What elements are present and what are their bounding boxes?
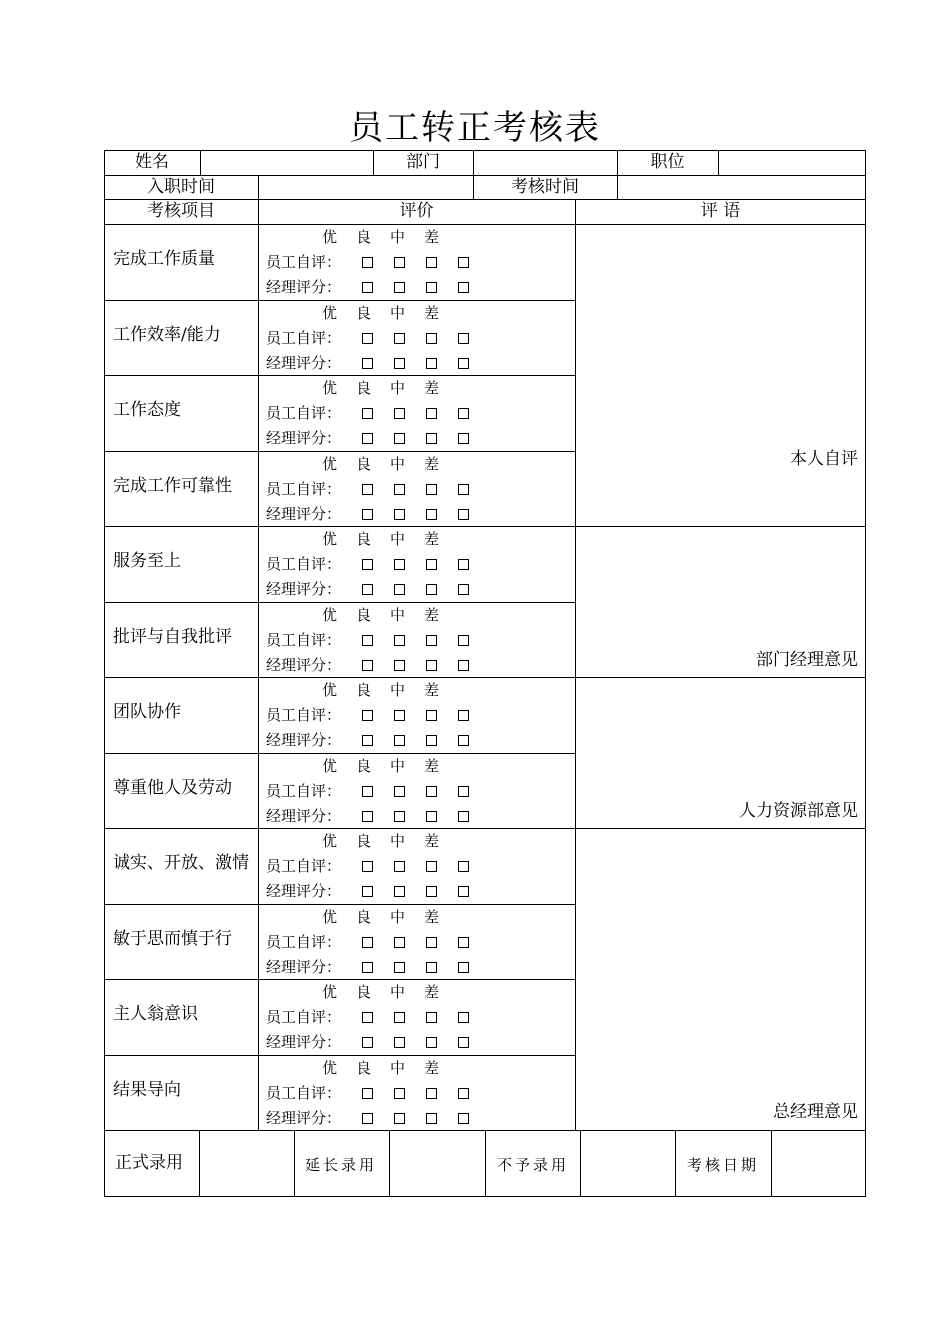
self-rating-checkbox[interactable]	[426, 861, 437, 872]
manager-rating-checkbox[interactable]	[362, 358, 373, 369]
manager-rating-checkbox[interactable]	[426, 811, 437, 822]
comment-divider	[575, 677, 866, 678]
grade-label: 差	[424, 908, 440, 926]
grade-header	[322, 983, 458, 1001]
manager-rating-label: 经理评分：	[266, 1033, 342, 1051]
self-rating-checkbox[interactable]	[362, 408, 373, 419]
self-rating-checkbox[interactable]	[362, 710, 373, 721]
manager-rating-checkbox[interactable]	[458, 1113, 469, 1124]
grade-label: 良	[356, 681, 372, 699]
name-label: 姓名	[135, 152, 169, 172]
self-rating-checkbox[interactable]	[394, 786, 405, 797]
grade-header	[322, 228, 458, 246]
grade-label: 差	[424, 606, 440, 624]
join-date-label: 入职时间	[147, 177, 215, 197]
self-rating-checkbox[interactable]	[362, 1088, 373, 1099]
grade-label: 中	[390, 681, 406, 699]
self-rating-checkbox[interactable]	[426, 257, 437, 268]
grade-label: 优	[322, 530, 338, 548]
manager-rating-label: 经理评分：	[266, 958, 342, 976]
grade-label: 差	[424, 530, 440, 548]
manager-rating-checkbox[interactable]	[458, 660, 469, 671]
manager-rating-checkbox[interactable]	[458, 584, 469, 595]
grade-label: 差	[424, 1059, 440, 1077]
self-rating-checkbox[interactable]	[458, 408, 469, 419]
self-rating-checkbox[interactable]	[362, 484, 373, 495]
manager-rating-checkbox[interactable]	[458, 962, 469, 973]
grade-label: 差	[424, 757, 440, 775]
self-rating-checkbox[interactable]	[426, 786, 437, 797]
self-rating-checkbox[interactable]	[362, 937, 373, 948]
gm-comment-label: 总经理意见	[773, 1102, 858, 1122]
manager-rating-checkbox[interactable]	[394, 509, 405, 520]
grade-label: 良	[356, 832, 372, 850]
grade-label: 良	[356, 379, 372, 397]
self-rating-checkbox[interactable]	[426, 333, 437, 344]
manager-rating-checkbox[interactable]	[394, 358, 405, 369]
grade-label: 中	[390, 379, 406, 397]
manager-rating-checkbox[interactable]	[458, 811, 469, 822]
manager-rating-checkbox[interactable]	[394, 282, 405, 293]
grade-label: 良	[356, 304, 372, 322]
eval-date-label: 考核日期	[687, 1156, 760, 1174]
self-rating-row	[266, 555, 490, 573]
grade-label: 中	[390, 228, 406, 246]
self-rating-label: 员工自评：	[266, 253, 342, 271]
manager-rating-checkbox[interactable]	[394, 735, 405, 746]
manager-rating-checkbox[interactable]	[362, 1037, 373, 1048]
grade-label: 良	[356, 228, 372, 246]
grade-label: 优	[322, 455, 338, 473]
manager-rating-checkbox[interactable]	[426, 962, 437, 973]
manager-rating-row	[266, 505, 490, 523]
self-rating-row	[266, 631, 490, 649]
manager-rating-checkbox[interactable]	[394, 886, 405, 897]
manager-rating-checkbox[interactable]	[394, 1037, 405, 1048]
grade-label: 差	[424, 832, 440, 850]
grade-header	[322, 757, 458, 775]
manager-rating-checkbox[interactable]	[394, 811, 405, 822]
comment-divider	[575, 828, 866, 829]
form-title: 员工转正考核表	[349, 108, 601, 148]
grade-label: 中	[390, 757, 406, 775]
rating-column-header: 评价	[399, 201, 434, 221]
manager-rating-checkbox[interactable]	[362, 282, 373, 293]
grade-header	[322, 832, 458, 850]
grade-label: 优	[322, 606, 338, 624]
manager-rating-checkbox[interactable]	[362, 660, 373, 671]
extend-hire-label: 延长录用	[305, 1156, 378, 1174]
col-divider	[675, 1130, 676, 1197]
manager-rating-row	[266, 278, 490, 296]
grade-label: 中	[390, 606, 406, 624]
self-rating-label: 员工自评：	[266, 1008, 342, 1026]
name-field[interactable]	[201, 152, 373, 174]
self-rating-checkbox[interactable]	[394, 408, 405, 419]
self-rating-checkbox[interactable]	[362, 257, 373, 268]
manager-rating-label: 经理评分：	[266, 505, 342, 523]
manager-rating-label: 经理评分：	[266, 580, 342, 598]
row-divider	[104, 451, 575, 452]
grade-label: 差	[424, 681, 440, 699]
manager-rating-checkbox[interactable]	[362, 811, 373, 822]
manager-rating-checkbox[interactable]	[458, 1037, 469, 1048]
grade-label: 差	[424, 455, 440, 473]
self-rating-label: 员工自评：	[266, 782, 342, 800]
self-rating-row	[266, 706, 490, 724]
manager-rating-checkbox[interactable]	[362, 509, 373, 520]
grade-label: 良	[356, 1059, 372, 1077]
manager-rating-checkbox[interactable]	[458, 433, 469, 444]
evaluation-item-label: 诚实、开放、激情	[113, 853, 249, 873]
formal-hire-label: 正式录用	[115, 1153, 183, 1173]
grade-label: 优	[322, 832, 338, 850]
grade-label: 中	[390, 832, 406, 850]
grade-label: 中	[390, 304, 406, 322]
manager-rating-checkbox[interactable]	[458, 735, 469, 746]
col-divider	[575, 199, 576, 1130]
manager-rating-checkbox[interactable]	[362, 1113, 373, 1124]
dept-field[interactable]	[474, 152, 617, 174]
self-rating-checkbox[interactable]	[362, 333, 373, 344]
manager-rating-checkbox[interactable]	[426, 1113, 437, 1124]
self-rating-checkbox[interactable]	[458, 559, 469, 570]
self-rating-label: 员工自评：	[266, 1084, 342, 1102]
self-rating-checkbox[interactable]	[458, 710, 469, 721]
manager-rating-row	[266, 656, 490, 674]
manager-rating-checkbox[interactable]	[394, 1113, 405, 1124]
self-rating-checkbox[interactable]	[394, 257, 405, 268]
self-rating-label: 员工自评：	[266, 480, 342, 498]
manager-rating-checkbox[interactable]	[426, 660, 437, 671]
grade-label: 良	[356, 606, 372, 624]
grade-header	[322, 606, 458, 624]
self-rating-row	[266, 782, 490, 800]
self-rating-checkbox[interactable]	[362, 1012, 373, 1023]
manager-rating-checkbox[interactable]	[362, 962, 373, 973]
self-rating-label: 员工自评：	[266, 857, 342, 875]
grade-label: 差	[424, 379, 440, 397]
row-divider	[104, 602, 575, 603]
self-rating-checkbox[interactable]	[394, 937, 405, 948]
grade-header	[322, 908, 458, 926]
self-rating-checkbox[interactable]	[394, 861, 405, 872]
manager-rating-checkbox[interactable]	[426, 1037, 437, 1048]
self-rating-checkbox[interactable]	[458, 257, 469, 268]
grade-label: 良	[356, 455, 372, 473]
self-rating-row	[266, 1008, 490, 1026]
position-field[interactable]	[719, 152, 865, 174]
row-divider	[104, 828, 575, 829]
grade-label: 优	[322, 757, 338, 775]
dept-manager-comment-label: 部门经理意见	[756, 650, 858, 670]
manager-rating-label: 经理评分：	[266, 354, 342, 372]
manager-rating-row	[266, 580, 490, 598]
self-rating-row	[266, 933, 490, 951]
self-rating-label: 员工自评：	[266, 933, 342, 951]
comment-divider	[575, 526, 866, 527]
manager-rating-row	[266, 882, 490, 900]
grade-label: 优	[322, 379, 338, 397]
eval-time-label: 考核时间	[511, 177, 579, 197]
manager-rating-checkbox[interactable]	[394, 660, 405, 671]
manager-rating-row	[266, 354, 490, 372]
row-divider	[104, 224, 866, 225]
self-rating-checkbox[interactable]	[362, 559, 373, 570]
manager-rating-checkbox[interactable]	[426, 282, 437, 293]
evaluation-item-label: 批评与自我批评	[113, 627, 232, 647]
evaluation-item-label: 尊重他人及劳动	[113, 778, 232, 798]
grade-header	[322, 681, 458, 699]
self-rating-label: 员工自评：	[266, 555, 342, 573]
self-rating-checkbox[interactable]	[426, 635, 437, 646]
grade-label: 良	[356, 908, 372, 926]
row-divider	[104, 175, 866, 176]
self-rating-row	[266, 404, 490, 422]
self-rating-checkbox[interactable]	[394, 710, 405, 721]
self-rating-checkbox[interactable]	[362, 635, 373, 646]
evaluation-item-label: 工作效率/能力	[113, 325, 221, 345]
self-rating-checkbox[interactable]	[426, 484, 437, 495]
row-divider	[104, 526, 575, 527]
self-rating-checkbox[interactable]	[458, 786, 469, 797]
self-rating-checkbox[interactable]	[458, 333, 469, 344]
manager-rating-checkbox[interactable]	[394, 962, 405, 973]
self-rating-row	[266, 1084, 490, 1102]
manager-rating-checkbox[interactable]	[426, 886, 437, 897]
eval-date-field[interactable]	[772, 1131, 866, 1197]
manager-rating-checkbox[interactable]	[394, 433, 405, 444]
self-rating-checkbox[interactable]	[426, 937, 437, 948]
manager-rating-checkbox[interactable]	[458, 509, 469, 520]
self-rating-label: 员工自评：	[266, 329, 342, 347]
self-rating-checkbox[interactable]	[426, 408, 437, 419]
manager-rating-label: 经理评分：	[266, 731, 342, 749]
reject-hire-field[interactable]	[581, 1131, 675, 1197]
manager-rating-label: 经理评分：	[266, 656, 342, 674]
row-divider	[104, 199, 866, 200]
grade-label: 差	[424, 983, 440, 1001]
grade-header	[322, 304, 458, 322]
self-rating-checkbox[interactable]	[458, 861, 469, 872]
self-rating-checkbox[interactable]	[426, 1088, 437, 1099]
self-rating-label: 员工自评：	[266, 631, 342, 649]
hr-comment-label: 人力资源部意见	[739, 801, 858, 821]
row-divider	[104, 753, 575, 754]
join-date-field[interactable]	[259, 177, 473, 198]
grade-header	[322, 379, 458, 397]
evaluation-item-label: 敏于思而慎于行	[113, 929, 232, 949]
manager-rating-checkbox[interactable]	[362, 433, 373, 444]
evaluation-item-label: 服务至上	[113, 551, 181, 571]
manager-rating-checkbox[interactable]	[426, 433, 437, 444]
row-divider	[104, 375, 575, 376]
grade-label: 优	[322, 908, 338, 926]
evaluation-item-label: 完成工作可靠性	[113, 476, 232, 496]
self-rating-checkbox[interactable]	[426, 710, 437, 721]
self-rating-label: 员工自评：	[266, 706, 342, 724]
manager-rating-checkbox[interactable]	[426, 735, 437, 746]
dept-label: 部门	[406, 152, 440, 172]
evaluation-item-label: 团队协作	[113, 702, 181, 722]
manager-rating-row	[266, 1109, 490, 1127]
self-rating-checkbox[interactable]	[394, 1088, 405, 1099]
manager-rating-checkbox[interactable]	[426, 509, 437, 520]
reject-hire-label: 不予录用	[497, 1156, 570, 1174]
self-rating-checkbox[interactable]	[426, 559, 437, 570]
manager-rating-row	[266, 429, 490, 447]
manager-rating-label: 经理评分：	[266, 278, 342, 296]
manager-rating-label: 经理评分：	[266, 807, 342, 825]
grade-label: 优	[322, 681, 338, 699]
self-rating-checkbox[interactable]	[394, 635, 405, 646]
self-rating-checkbox[interactable]	[394, 333, 405, 344]
self-rating-label: 员工自评：	[266, 404, 342, 422]
grade-header	[322, 1059, 458, 1077]
self-rating-row	[266, 857, 490, 875]
col-divider	[258, 199, 259, 1130]
grade-label: 中	[390, 1059, 406, 1077]
manager-rating-checkbox[interactable]	[458, 886, 469, 897]
manager-rating-label: 经理评分：	[266, 882, 342, 900]
row-divider	[104, 904, 575, 905]
grade-label: 差	[424, 304, 440, 322]
manager-rating-checkbox[interactable]	[394, 584, 405, 595]
row-divider	[104, 1055, 575, 1056]
grade-label: 良	[356, 530, 372, 548]
self-rating-checkbox[interactable]	[458, 484, 469, 495]
self-rating-checkbox[interactable]	[458, 937, 469, 948]
self-rating-checkbox[interactable]	[458, 1012, 469, 1023]
manager-rating-checkbox[interactable]	[362, 584, 373, 595]
grade-label: 优	[322, 1059, 338, 1077]
manager-rating-checkbox[interactable]	[458, 282, 469, 293]
eval-time-field[interactable]	[618, 177, 865, 198]
grade-label: 差	[424, 228, 440, 246]
row-divider	[104, 677, 575, 678]
col-divider	[485, 1130, 486, 1197]
grade-label: 优	[322, 228, 338, 246]
manager-rating-checkbox[interactable]	[458, 358, 469, 369]
row-divider	[104, 979, 575, 980]
grade-label: 中	[390, 530, 406, 548]
self-rating-row	[266, 329, 490, 347]
grade-label: 中	[390, 455, 406, 473]
evaluation-item-label: 结果导向	[113, 1080, 181, 1100]
grade-label: 优	[322, 304, 338, 322]
col-divider	[294, 1130, 295, 1197]
manager-rating-label: 经理评分：	[266, 1109, 342, 1127]
manager-rating-row	[266, 1033, 490, 1051]
row-divider	[104, 300, 575, 301]
self-rating-checkbox[interactable]	[394, 1012, 405, 1023]
self-rating-checkbox[interactable]	[362, 786, 373, 797]
evaluation-item-label: 主人翁意识	[113, 1004, 198, 1024]
formal-hire-field[interactable]	[200, 1131, 294, 1197]
grade-label: 良	[356, 757, 372, 775]
evaluation-item-label: 工作态度	[113, 400, 181, 420]
grade-header	[322, 530, 458, 548]
manager-rating-checkbox[interactable]	[362, 735, 373, 746]
position-label: 职位	[650, 152, 685, 172]
self-rating-checkbox[interactable]	[426, 1012, 437, 1023]
extend-hire-field[interactable]	[390, 1131, 485, 1197]
comment-column-header: 评 语	[700, 201, 741, 221]
grade-label: 良	[356, 983, 372, 1001]
grade-header	[322, 455, 458, 473]
self-rating-checkbox[interactable]	[458, 635, 469, 646]
manager-rating-row	[266, 731, 490, 749]
grade-label: 中	[390, 983, 406, 1001]
manager-rating-checkbox[interactable]	[362, 886, 373, 897]
self-rating-checkbox[interactable]	[458, 1088, 469, 1099]
manager-rating-row	[266, 958, 490, 976]
self-rating-row	[266, 480, 490, 498]
item-column-header: 考核项目	[147, 201, 215, 221]
manager-rating-label: 经理评分：	[266, 429, 342, 447]
self-comment-label: 本人自评	[790, 449, 858, 469]
self-rating-checkbox[interactable]	[394, 484, 405, 495]
grade-label: 中	[390, 908, 406, 926]
manager-rating-checkbox[interactable]	[426, 584, 437, 595]
self-rating-checkbox[interactable]	[394, 559, 405, 570]
manager-rating-row	[266, 807, 490, 825]
manager-rating-checkbox[interactable]	[426, 358, 437, 369]
self-rating-checkbox[interactable]	[362, 861, 373, 872]
evaluation-item-label: 完成工作质量	[113, 249, 215, 269]
grade-label: 优	[322, 983, 338, 1001]
self-rating-row	[266, 253, 490, 271]
